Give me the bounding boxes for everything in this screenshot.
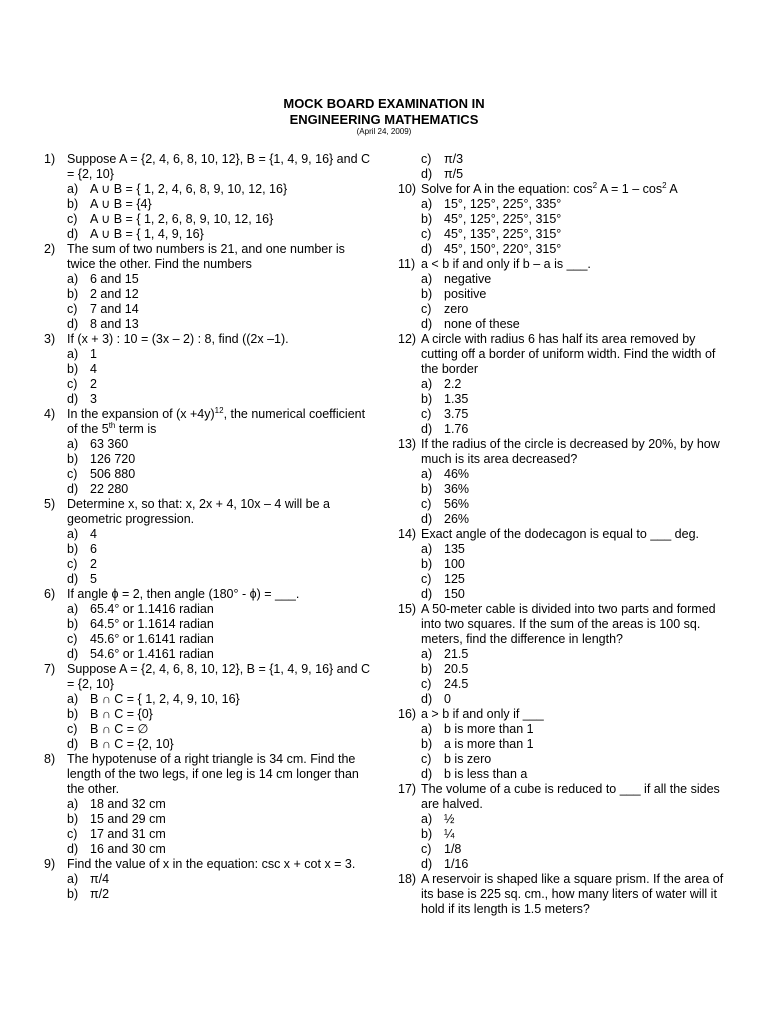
option-letter: d) bbox=[421, 512, 433, 526]
option bbox=[67, 872, 376, 887]
option bbox=[421, 242, 732, 257]
question-text: Determine x, so that: x, 2x + 4, 10x – 4 will be a geometric progression. bbox=[67, 497, 330, 526]
option bbox=[67, 392, 376, 407]
option bbox=[421, 407, 732, 422]
option bbox=[67, 197, 376, 212]
question-16 bbox=[398, 707, 732, 722]
option-text: 6 and 15 bbox=[90, 272, 139, 286]
option-letter: a) bbox=[421, 197, 433, 211]
option-text: 18 and 32 cm bbox=[90, 797, 166, 811]
option-text: 0 bbox=[444, 692, 451, 706]
option-text: 2.2 bbox=[444, 377, 462, 391]
option-letter: a) bbox=[421, 467, 433, 481]
option bbox=[67, 647, 376, 662]
option-text: ¼ bbox=[444, 827, 455, 841]
question-number: 15) bbox=[398, 602, 417, 616]
option-text: 45.6° or 1.6141 radian bbox=[90, 632, 214, 646]
option-letter: a) bbox=[67, 602, 79, 616]
option-text: 100 bbox=[444, 557, 465, 571]
option-letter: b) bbox=[67, 287, 79, 301]
option-letter: c) bbox=[67, 827, 78, 841]
option bbox=[67, 467, 376, 482]
options-2 bbox=[44, 272, 376, 332]
option bbox=[67, 557, 376, 572]
option-letter: d) bbox=[421, 767, 433, 781]
option-letter: c) bbox=[421, 227, 432, 241]
question-number: 3) bbox=[44, 332, 56, 346]
option bbox=[67, 182, 376, 197]
question-text-c: A bbox=[666, 182, 678, 196]
option-letter: b) bbox=[421, 827, 433, 841]
option-text: 26% bbox=[444, 512, 470, 526]
question-7 bbox=[44, 662, 376, 692]
question-text: If (x + 3) : 10 = (3x – 2) : 8, find ((2x –1). bbox=[67, 332, 289, 346]
option-text: 63 360 bbox=[90, 437, 129, 451]
option bbox=[421, 812, 732, 827]
option bbox=[421, 767, 732, 782]
question-number: 5) bbox=[44, 497, 56, 511]
option bbox=[421, 467, 732, 482]
option bbox=[421, 557, 732, 572]
option-letter: b) bbox=[67, 887, 79, 901]
question-4 bbox=[44, 407, 376, 437]
question-number: 4) bbox=[44, 407, 56, 421]
question-number: 12) bbox=[398, 332, 417, 346]
option bbox=[421, 227, 732, 242]
option-letter: b) bbox=[67, 452, 79, 466]
option bbox=[421, 197, 732, 212]
option bbox=[421, 692, 732, 707]
option-letter: b) bbox=[421, 212, 433, 226]
option-text: 17 and 31 cm bbox=[90, 827, 166, 841]
option-text: 20.5 bbox=[444, 662, 469, 676]
question-text: The hypotenuse of a right triangle is 34 cm. Find the length of the two legs, if one leg is 14 cm longer than the other. bbox=[67, 752, 359, 796]
option bbox=[421, 152, 732, 167]
title-line-2: ENGINEERING MATHEMATICS bbox=[289, 112, 479, 127]
option bbox=[67, 572, 376, 587]
option-text: π/4 bbox=[90, 872, 110, 886]
option-text: B ∩ C = { 1, 2, 4, 9, 10, 16} bbox=[90, 692, 240, 706]
option-letter: b) bbox=[421, 392, 433, 406]
option-text: 15 and 29 cm bbox=[90, 812, 166, 826]
question-text-b: , the numerical coefficient of the 5 bbox=[67, 407, 366, 436]
option bbox=[421, 722, 732, 737]
question-13 bbox=[398, 437, 732, 467]
question-text-a: In the expansion of (x +4y) bbox=[67, 407, 215, 421]
option-text: 125 bbox=[444, 572, 465, 586]
question-text: Suppose A = {2, 4, 6, 8, 10, 12}, B = {1, 4, 9, 16} and C = {2, 10} bbox=[67, 662, 371, 691]
option-letter: d) bbox=[421, 422, 433, 436]
option-text: 15°, 125°, 225°, 335° bbox=[444, 197, 562, 211]
option bbox=[421, 512, 732, 527]
option-text: 2 bbox=[90, 377, 97, 391]
question-text: A reservoir is shaped like a square prism. If the area of its base is 225 sq. cm., how many liters of water will it hold if its length is 1.5 meters? bbox=[421, 872, 724, 916]
question-number: 6) bbox=[44, 587, 56, 601]
option bbox=[421, 587, 732, 602]
option bbox=[67, 302, 376, 317]
option-text: 21.5 bbox=[444, 647, 469, 661]
question-text: Suppose A = {2, 4, 6, 8, 10, 12}, B = {1, 4, 9, 16} and C = {2, 10} bbox=[67, 152, 371, 181]
option bbox=[67, 842, 376, 857]
question-2 bbox=[44, 242, 376, 272]
option-letter: c) bbox=[421, 407, 432, 421]
option-text: 126 720 bbox=[90, 452, 136, 466]
option bbox=[67, 602, 376, 617]
option bbox=[67, 287, 376, 302]
question-number: 11) bbox=[398, 257, 416, 271]
question-text: A 50-meter cable is divided into two parts and formed into two squares. If the sum of the areas is 100 sq. meters, find the difference in length? bbox=[421, 602, 716, 646]
option bbox=[67, 542, 376, 557]
option bbox=[67, 632, 376, 647]
options-9 bbox=[44, 872, 376, 902]
option-letter: a) bbox=[67, 797, 79, 811]
option bbox=[67, 377, 376, 392]
option-letter: c) bbox=[67, 377, 78, 391]
right-column bbox=[398, 152, 732, 917]
option bbox=[421, 392, 732, 407]
option bbox=[67, 272, 376, 287]
option-text: 24.5 bbox=[444, 677, 469, 691]
options-15 bbox=[398, 647, 732, 707]
question-text-a: Solve for A in the equation: cos bbox=[421, 182, 593, 196]
option bbox=[421, 302, 732, 317]
option bbox=[421, 572, 732, 587]
left-column bbox=[44, 152, 376, 902]
option-text: 8 and 13 bbox=[90, 317, 139, 331]
options-14 bbox=[398, 542, 732, 602]
option-text: 3 bbox=[90, 392, 97, 406]
option-letter: a) bbox=[67, 182, 79, 196]
question-number: 17) bbox=[398, 782, 417, 796]
title-line-1: MOCK BOARD EXAMINATION IN bbox=[283, 96, 485, 111]
option bbox=[421, 662, 732, 677]
option-letter: d) bbox=[421, 242, 433, 256]
option-letter: b) bbox=[421, 557, 433, 571]
option-letter: a) bbox=[421, 542, 433, 556]
option-letter: c) bbox=[421, 497, 432, 511]
option-letter: a) bbox=[421, 722, 433, 736]
option-letter: a) bbox=[421, 377, 433, 391]
option-letter: b) bbox=[421, 662, 433, 676]
option-text: 45°, 135°, 225°, 315° bbox=[444, 227, 562, 241]
question-11 bbox=[398, 257, 732, 272]
option bbox=[421, 497, 732, 512]
option bbox=[421, 647, 732, 662]
option-letter: b) bbox=[67, 362, 79, 376]
options-12 bbox=[398, 377, 732, 437]
option-text: π/5 bbox=[444, 167, 464, 181]
option-letter: d) bbox=[67, 842, 79, 856]
option-text: 150 bbox=[444, 587, 465, 601]
option-text: a is more than 1 bbox=[444, 737, 534, 751]
option-text: 46% bbox=[444, 467, 470, 481]
question-10 bbox=[398, 182, 732, 197]
question-number: 13) bbox=[398, 437, 417, 451]
option-text: 6 bbox=[90, 542, 97, 556]
option-text: negative bbox=[444, 272, 492, 286]
option-letter: c) bbox=[67, 557, 78, 571]
option-letter: c) bbox=[421, 152, 432, 166]
option-text: B ∩ C = ∅ bbox=[90, 722, 149, 736]
option-text: 64.5° or 1.1614 radian bbox=[90, 617, 214, 631]
option bbox=[421, 752, 732, 767]
option-text: π/3 bbox=[444, 152, 464, 166]
option-letter: d) bbox=[421, 167, 433, 181]
option-text: b is less than a bbox=[444, 767, 528, 781]
options-11 bbox=[398, 272, 732, 332]
options-10 bbox=[398, 197, 732, 257]
question-text: a > b if and only if ___ bbox=[421, 707, 544, 721]
option-text: 3.75 bbox=[444, 407, 469, 421]
option-letter: c) bbox=[421, 572, 432, 586]
option-letter: c) bbox=[67, 302, 78, 316]
option-letter: d) bbox=[421, 857, 433, 871]
question-number: 14) bbox=[398, 527, 417, 541]
option bbox=[421, 737, 732, 752]
option-text: A ∪ B = { 1, 2, 6, 8, 9, 10, 12, 16} bbox=[90, 212, 274, 226]
option-letter: d) bbox=[421, 692, 433, 706]
option bbox=[67, 362, 376, 377]
question-text: A circle with radius 6 has half its area removed by cutting off a border of uniform width. Find the width of the border bbox=[421, 332, 716, 376]
option-text: 1.76 bbox=[444, 422, 469, 436]
option-letter: a) bbox=[421, 272, 433, 286]
option bbox=[421, 542, 732, 557]
option bbox=[421, 422, 732, 437]
question-6 bbox=[44, 587, 376, 602]
question-number: 16) bbox=[398, 707, 417, 721]
option-letter: a) bbox=[67, 527, 79, 541]
option-text: positive bbox=[444, 287, 487, 301]
question-text: If angle ϕ = 2, then angle (180° - ϕ) = ___. bbox=[67, 587, 300, 601]
option bbox=[421, 482, 732, 497]
option bbox=[67, 737, 376, 752]
question-5 bbox=[44, 497, 376, 527]
option-text: 506 880 bbox=[90, 467, 136, 481]
option-letter: b) bbox=[67, 707, 79, 721]
options-17 bbox=[398, 812, 732, 872]
option-text: 22 280 bbox=[90, 482, 129, 496]
question-12 bbox=[398, 332, 732, 377]
option bbox=[421, 857, 732, 872]
option-text: 54.6° or 1.4161 radian bbox=[90, 647, 214, 661]
option-letter: c) bbox=[421, 677, 432, 691]
option-text: b is more than 1 bbox=[444, 722, 534, 736]
option-text: 45°, 150°, 220°, 315° bbox=[444, 242, 562, 256]
option-text: 135 bbox=[444, 542, 465, 556]
option bbox=[67, 527, 376, 542]
option bbox=[421, 827, 732, 842]
option-text: none of these bbox=[444, 317, 520, 331]
options-13 bbox=[398, 467, 732, 527]
option bbox=[67, 707, 376, 722]
option-text: 45°, 125°, 225°, 315° bbox=[444, 212, 562, 226]
option-letter: c) bbox=[421, 752, 432, 766]
option-text: 7 and 14 bbox=[90, 302, 139, 316]
question-1 bbox=[44, 152, 376, 182]
option-letter: d) bbox=[67, 572, 79, 586]
option bbox=[67, 812, 376, 827]
option bbox=[67, 827, 376, 842]
question-text: If the radius of the circle is decreased by 20%, by how much is its area decreased? bbox=[421, 437, 720, 466]
option bbox=[67, 437, 376, 452]
question-9 bbox=[44, 857, 376, 872]
option-letter: d) bbox=[421, 587, 433, 601]
option bbox=[67, 797, 376, 812]
option-letter: b) bbox=[421, 287, 433, 301]
options-5 bbox=[44, 527, 376, 587]
question-number: 10) bbox=[398, 182, 417, 196]
option-text: B ∩ C = {0} bbox=[90, 707, 153, 721]
option bbox=[421, 272, 732, 287]
option-letter: a) bbox=[67, 347, 79, 361]
option-letter: a) bbox=[67, 272, 79, 286]
option-text: 5 bbox=[90, 572, 97, 586]
option-text: 1 bbox=[90, 347, 97, 361]
option-text: 2 bbox=[90, 557, 97, 571]
option bbox=[421, 212, 732, 227]
option-letter: b) bbox=[421, 482, 433, 496]
option-letter: a) bbox=[421, 647, 433, 661]
option-letter: c) bbox=[67, 632, 78, 646]
option bbox=[67, 317, 376, 332]
option-text: 2 and 12 bbox=[90, 287, 139, 301]
option-letter: a) bbox=[67, 692, 79, 706]
question-3 bbox=[44, 332, 376, 347]
option bbox=[421, 167, 732, 182]
question-text: The sum of two numbers is 21, and one number is twice the other. Find the numbers bbox=[67, 242, 345, 271]
option-text: B ∩ C = {2, 10} bbox=[90, 737, 174, 751]
option-letter: c) bbox=[421, 842, 432, 856]
options-9-continued bbox=[398, 152, 732, 182]
option-letter: a) bbox=[67, 437, 79, 451]
option-letter: b) bbox=[67, 617, 79, 631]
option-letter: d) bbox=[67, 317, 79, 331]
exam-date: (April 24, 2009) bbox=[356, 127, 412, 136]
option-letter: d) bbox=[67, 482, 79, 496]
option bbox=[67, 227, 376, 242]
option-text: 1/8 bbox=[444, 842, 462, 856]
question-number: 8) bbox=[44, 752, 56, 766]
option-text: zero bbox=[444, 302, 469, 316]
question-text-b: A = 1 – cos bbox=[597, 182, 663, 196]
option bbox=[421, 317, 732, 332]
option bbox=[67, 212, 376, 227]
option-text: A ∪ B = {4} bbox=[90, 197, 152, 211]
option-text: 4 bbox=[90, 527, 97, 541]
option-letter: d) bbox=[421, 317, 433, 331]
question-text-c: term is bbox=[115, 422, 157, 436]
option-text: A ∪ B = { 1, 4, 9, 16} bbox=[90, 227, 204, 241]
option-text: A ∪ B = { 1, 2, 4, 6, 8, 9, 10, 12, 16} bbox=[90, 182, 288, 196]
option-text: 65.4° or 1.1416 radian bbox=[90, 602, 214, 616]
question-15 bbox=[398, 602, 732, 647]
question-18 bbox=[398, 872, 732, 917]
option bbox=[67, 347, 376, 362]
question-17 bbox=[398, 782, 732, 812]
question-number: 9) bbox=[44, 857, 56, 871]
question-8 bbox=[44, 752, 376, 797]
ordinal-suffix: th bbox=[108, 421, 116, 430]
question-text: The volume of a cube is reduced to ___ if all the sides are halved. bbox=[421, 782, 720, 811]
option bbox=[421, 677, 732, 692]
option bbox=[67, 482, 376, 497]
option-letter: d) bbox=[67, 392, 79, 406]
option-letter: c) bbox=[67, 212, 78, 226]
option-text: 1/16 bbox=[444, 857, 469, 871]
option-letter: b) bbox=[421, 737, 433, 751]
option-letter: c) bbox=[67, 722, 78, 736]
question-number: 7) bbox=[44, 662, 56, 676]
option bbox=[67, 887, 376, 902]
option-letter: c) bbox=[67, 467, 78, 481]
option bbox=[421, 842, 732, 857]
question-14 bbox=[398, 527, 732, 542]
option-text: ½ bbox=[444, 812, 455, 826]
option-letter: b) bbox=[67, 197, 79, 211]
option-letter: b) bbox=[67, 812, 79, 826]
question-number: 1) bbox=[44, 152, 56, 166]
options-8 bbox=[44, 797, 376, 857]
question-text: Find the value of x in the equation: csc x + cot x = 3. bbox=[67, 857, 356, 871]
option-letter: a) bbox=[421, 812, 433, 826]
question-number: 18) bbox=[398, 872, 417, 886]
option bbox=[67, 722, 376, 737]
option bbox=[421, 287, 732, 302]
option-letter: d) bbox=[67, 737, 79, 751]
option-letter: b) bbox=[67, 542, 79, 556]
exponent: 12 bbox=[214, 406, 224, 415]
question-text: Exact angle of the dodecagon is equal to ___ deg. bbox=[421, 527, 699, 541]
question-text: a < b if and only if b – a is ___. bbox=[421, 257, 591, 271]
question-number: 2) bbox=[44, 242, 56, 256]
option-text: 56% bbox=[444, 497, 470, 511]
option bbox=[67, 452, 376, 467]
option-letter: c) bbox=[421, 302, 432, 316]
option-letter: d) bbox=[67, 227, 79, 241]
options-3 bbox=[44, 347, 376, 407]
option bbox=[67, 692, 376, 707]
option-text: 36% bbox=[444, 482, 470, 496]
option-letter: d) bbox=[67, 647, 79, 661]
options-16 bbox=[398, 722, 732, 782]
option bbox=[67, 617, 376, 632]
option-text: 4 bbox=[90, 362, 97, 376]
exponent: 2 bbox=[662, 181, 667, 190]
option-letter: a) bbox=[67, 872, 79, 886]
option-text: b is zero bbox=[444, 752, 492, 766]
options-6 bbox=[44, 602, 376, 662]
option-text: 16 and 30 cm bbox=[90, 842, 166, 856]
option-text: π/2 bbox=[90, 887, 110, 901]
options-1 bbox=[44, 182, 376, 242]
options-4 bbox=[44, 437, 376, 497]
exponent: 2 bbox=[592, 181, 598, 190]
option-text: 1.35 bbox=[444, 392, 469, 406]
options-7 bbox=[44, 692, 376, 752]
option bbox=[421, 377, 732, 392]
